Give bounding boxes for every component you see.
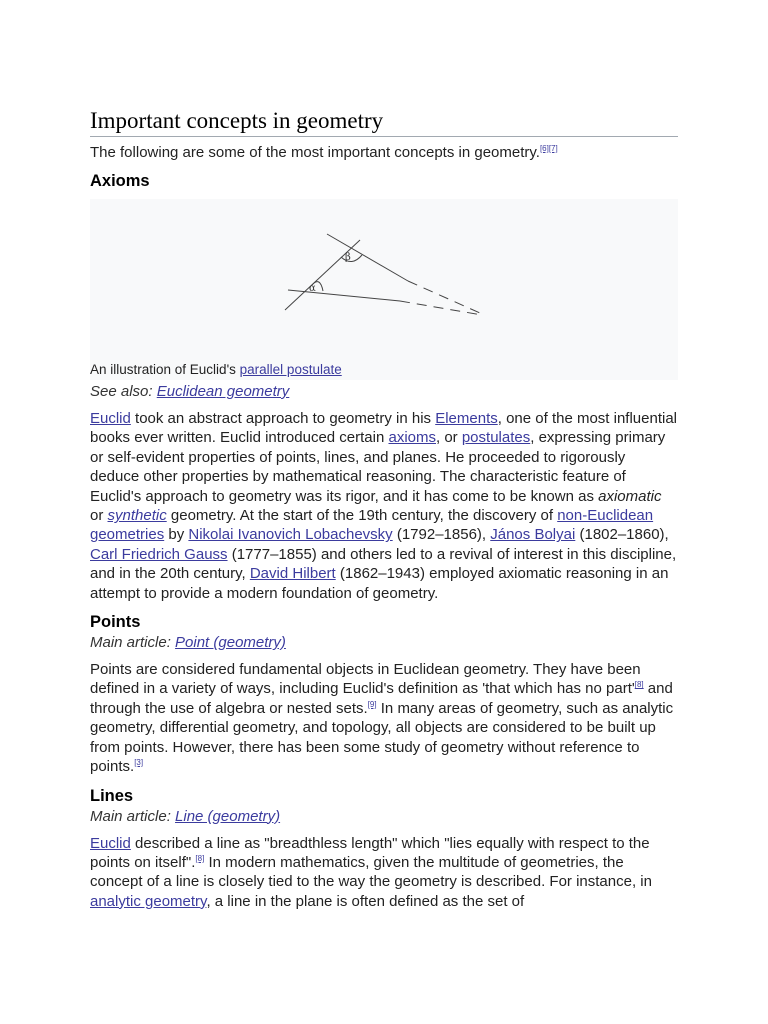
upper-line-extension [408,281,480,313]
line-geometry-link[interactable]: Line (geometry) [175,807,281,825]
caption-text: An illustration of Euclid's [90,362,240,377]
analytic-geometry-link[interactable]: analytic geometry [90,892,207,910]
axioms-text-7: by [164,526,189,544]
reference-link-8[interactable]: [8] [195,853,205,863]
axioms-text-10: (1777–1855) and others led to a revival of interest in this discipline, and in the 20th century, [90,545,677,583]
transversal-line [285,240,360,310]
parallel-postulate-diagram [90,199,678,380]
postulates-link[interactable]: postulates [461,429,531,447]
axioms-text-2: , one of the most influential books ever written. Euclid introduced certain [90,410,678,447]
axioms-text-3: , or [436,429,462,447]
lines-text-2: In modern mathematics, given the multitude of geometries, the concept of a line is closely tied to the way the geometry is described. For instance, in [90,853,652,891]
euclid-link[interactable]: Euclid [90,834,131,852]
euclid-link[interactable]: Euclid [90,410,131,427]
see-also-prefix: See also: [90,383,157,400]
points-text-1: Points are considered fundamental objects in Euclidean geometry. They have been defined in a variety of ways, including Euclid's definition as 'that which has no part' [90,661,641,698]
hilbert-link[interactable]: David Hilbert [249,565,336,583]
elements-link[interactable]: Elements [435,410,498,427]
points-main-article-note [90,633,678,652]
figure-caption [90,362,342,378]
lines-heading: Lines [90,786,134,805]
points-paragraph [90,660,678,776]
lobachevsky-link[interactable]: Nikolai Ivanovich Lobachevsky [188,526,393,544]
axioms-text-4: , expressing primary or self-evident properties of points, lines, and planes. He proceeded to rigorously deduce other properties by mathematical reasoning. The characteristic feature of Euclid's approach to geometry was its rigor, and it has come to be known as [90,429,666,505]
axioms-link[interactable]: axioms [388,429,436,447]
article-content [90,107,678,911]
bolyai-link[interactable]: János Bolyai [490,526,576,544]
axioms-text-9: (1802–1860), [575,526,669,544]
reference-link-9[interactable]: [9] [367,699,377,709]
axioms-text-8: (1792–1856), [392,526,491,544]
upper-line [327,234,408,281]
lead-paragraph [90,143,678,162]
non-euclidean-geometries-link[interactable]: non-Euclidean geometries [90,507,654,544]
lines-main-article-note [90,807,678,826]
points-heading: Points [90,613,141,632]
parallel-postulate-link[interactable]: parallel postulate [239,362,342,377]
point-geometry-link[interactable]: Point (geometry) [175,634,286,652]
points-text-2: and through the use of algebra or nested sets. [90,680,673,717]
lines-text-1: described a line as "breadthless length" which "lies equally with respect to the points on itself". [90,834,650,871]
lines-paragraph [90,834,678,912]
alpha-label: α [309,283,316,294]
see-also-note [90,382,678,401]
beta-label: β [345,252,351,263]
lines-text-3: , a line in the plane is often defined as the set of [206,892,525,910]
axioms-text-6: geometry. At the start of the 19th century, the discovery of [166,507,558,525]
points-text-3: In many areas of geometry, such as analytic geometry, differential geometry, and topology, all objects are considered to be built up from points. However, there has been some study of geometry without reference to points. [90,699,674,776]
lead-text: The following are some of the most important concepts in geometry. [90,144,540,161]
synthetic-link[interactable]: synthetic [107,507,167,525]
reference-link-3[interactable]: [3] [134,758,144,768]
main-article-prefix: Main article: [90,807,176,825]
axioms-text-11: (1862–1943) employed axiomatic reasoning in an attempt to provide a modern foundation of geometry. [90,565,669,602]
axiomatic-term: axiomatic [598,487,662,505]
axioms-heading: Axioms [90,172,150,190]
axioms-text-1: took an abstract approach to geometry in his [130,410,436,427]
reference-link-8[interactable]: [8] [634,680,644,690]
main-article-prefix: Main article: [90,634,176,652]
axioms-paragraph [90,409,678,603]
lower-line [288,290,400,301]
gauss-link[interactable]: Carl Friedrich Gauss [90,545,228,563]
parallel-postulate-figure [90,199,678,380]
euclidean-geometry-link[interactable]: Euclidean geometry [156,383,290,400]
axioms-text-5: or [90,507,108,525]
lower-line-extension [400,301,482,315]
lead-reference-link[interactable]: [6][7] [539,144,558,153]
section-title: Important concepts in geometry [90,107,678,137]
